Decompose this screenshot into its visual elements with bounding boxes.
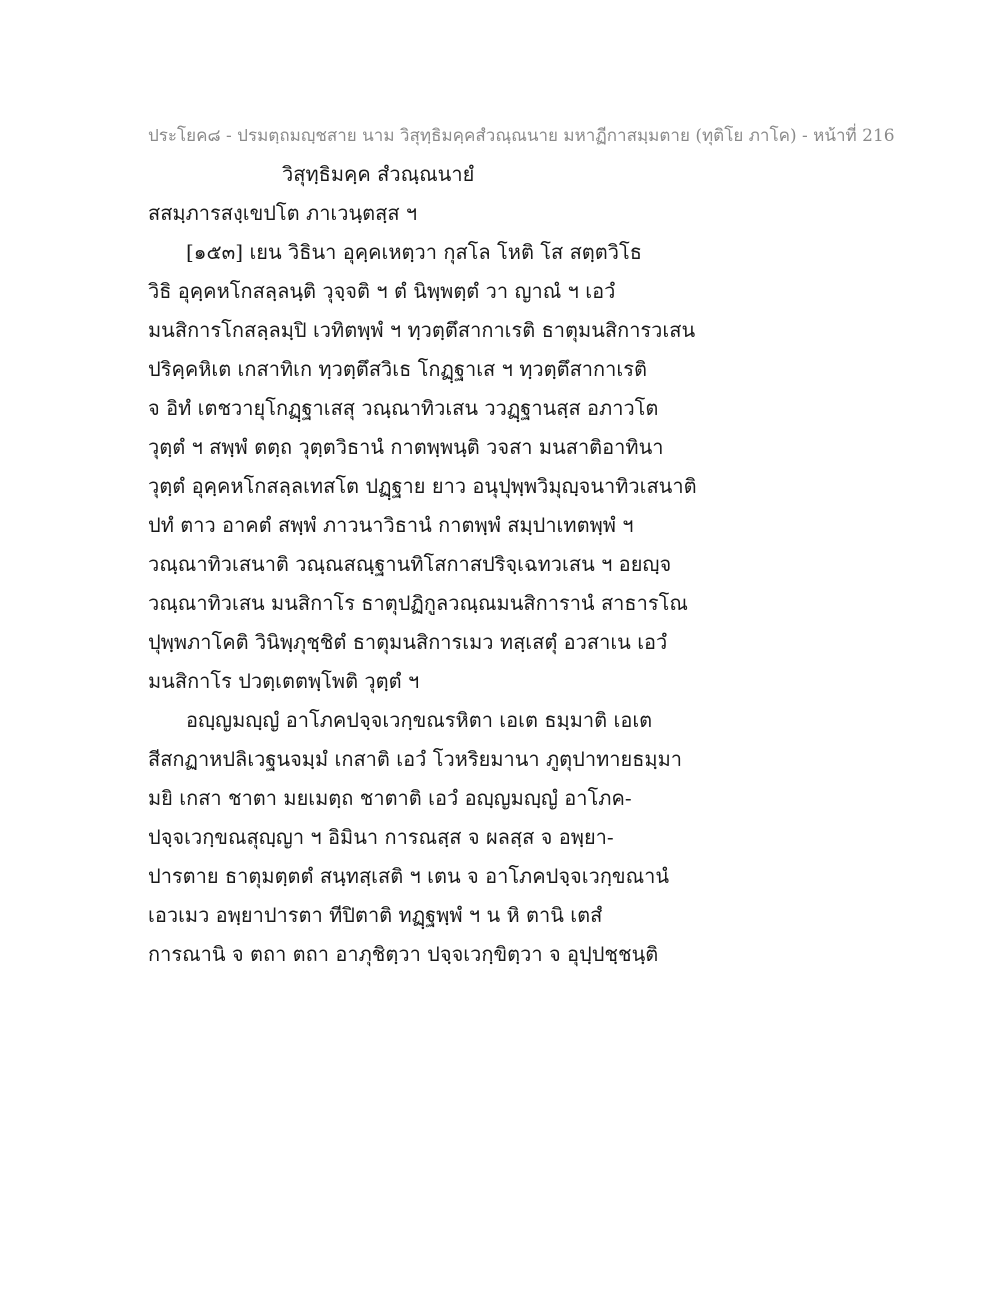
text-line: ปทํ ตาว อาคตํ สพฺพํ ภาวนาวิธานํ กาตพฺพํ สมฺปาเทตพฺพํ ฯ: [148, 513, 634, 537]
text-line: การณานิ จ ตถา ตถา อาภุชิตฺวา ปจฺจเวกฺขิตฺวา จ อุปฺปชฺชนฺติ: [148, 942, 659, 966]
text-line: จ อิทํ เตชวายุโกฏฺฐาเสสุ วณฺณาทิวเสน ววฏฺฐานสฺส อภาวโต: [148, 396, 659, 420]
text-line: เอวเมว อพฺยาปารตา ทีปิตาติ ทฏฺฐพฺพํ ฯ น หิ ตานิ เตสํ: [148, 903, 603, 927]
text-line: ปุพฺพภาโคติ วินิพฺภุชฺชิตํ ธาตุมนสิการเมว ทสฺเสตุํ อวสาเน เอวํ: [148, 630, 668, 654]
text-line: วุตฺตํ อุคฺคหโกสลฺลเทสโต ปฏฺฐาย ยาว อนุปุพฺพวิมุญฺจนาทิวเสนาติ: [148, 474, 697, 498]
text-line: สีสกฏาหปลิเวฐนจมฺมํ เกสาติ เอวํ โวหริยมานา ภูตุปาทายธมฺมา: [148, 747, 683, 771]
text-line: วณฺณาทิวเสนาติ วณฺณสณฺฐานทิโสกาสปริจฺเฉทวเสน ฯ อยญฺจ: [148, 552, 672, 576]
text-line: ปารตาย ธาตุมตฺตตํ สนฺทสฺเสติ ฯ เตน จ อาโภคปจฺจเวกฺขณานํ: [148, 864, 670, 888]
text-line: ปจฺจเวกฺขณสุญฺญา ฯ อิมินา การณสฺส จ ผลสฺส จ อพฺยา-: [148, 825, 614, 849]
text-line: วณฺณาทิวเสน มนสิกาโร ธาตุปฏิกูลวณฺณมนสิการานํ สาธารโณ: [148, 591, 688, 615]
running-header: ประโยค๘ - ปรมตฺถมญฺชสาย นาม วิสุทฺธิมคฺคสํวณฺณนาย มหาฏีกาสมฺมตาย (ทุติโย ภาโค) - หน้าที่ 216: [148, 126, 895, 146]
section-title: วิสุทฺธิมคฺค สํวณฺณนายํ: [282, 162, 475, 186]
text-line: ปริคฺคหิเต เกสาทิเก ทฺวตฺตึสวิเธ โกฏฺฐาเส ฯ ทฺวตฺตึสากาเรติ: [148, 357, 647, 381]
text-line: วุตฺตํ ฯ สพฺพํ ตตฺถ วุตฺตวิธานํ กาตพฺพนฺติ วจสา มนสาติอาทินา: [148, 435, 664, 459]
text-line: อญฺญมญฺญํ อาโภคปจฺจเวกฺขณรหิตา เอเต ธมฺมาติ เอเต: [186, 708, 653, 732]
text-line: วิธิ อุคฺคหโกสลฺลนฺติ วุจฺจติ ฯ ตํ นิพฺพตฺตํ วา ญาณํ ฯ เอวํ: [148, 279, 616, 303]
text-line: มยิ เกสา ชาตา มยเมตฺถ ชาตาติ เอวํ อญฺญมญฺญํ อาโภค-: [148, 786, 632, 810]
text-line: [๑๕๓] เยน วิธินา อุคฺคเหตฺวา กุสโล โหติ โส สตฺตวิโธ: [186, 240, 642, 264]
text-line: มนสิการโกสลฺลมฺปิ เวทิตพฺพํ ฯ ทฺวตฺตึสากาเรติ ธาตุมนสิการวเสน: [148, 318, 696, 342]
text-line: มนสิกาโร ปวตฺเตตพฺโพติ วุตฺตํ ฯ: [148, 669, 420, 693]
text-line: สสมฺภารสงฺเขปโต ภาเวนฺตสฺส ฯ: [148, 201, 418, 225]
